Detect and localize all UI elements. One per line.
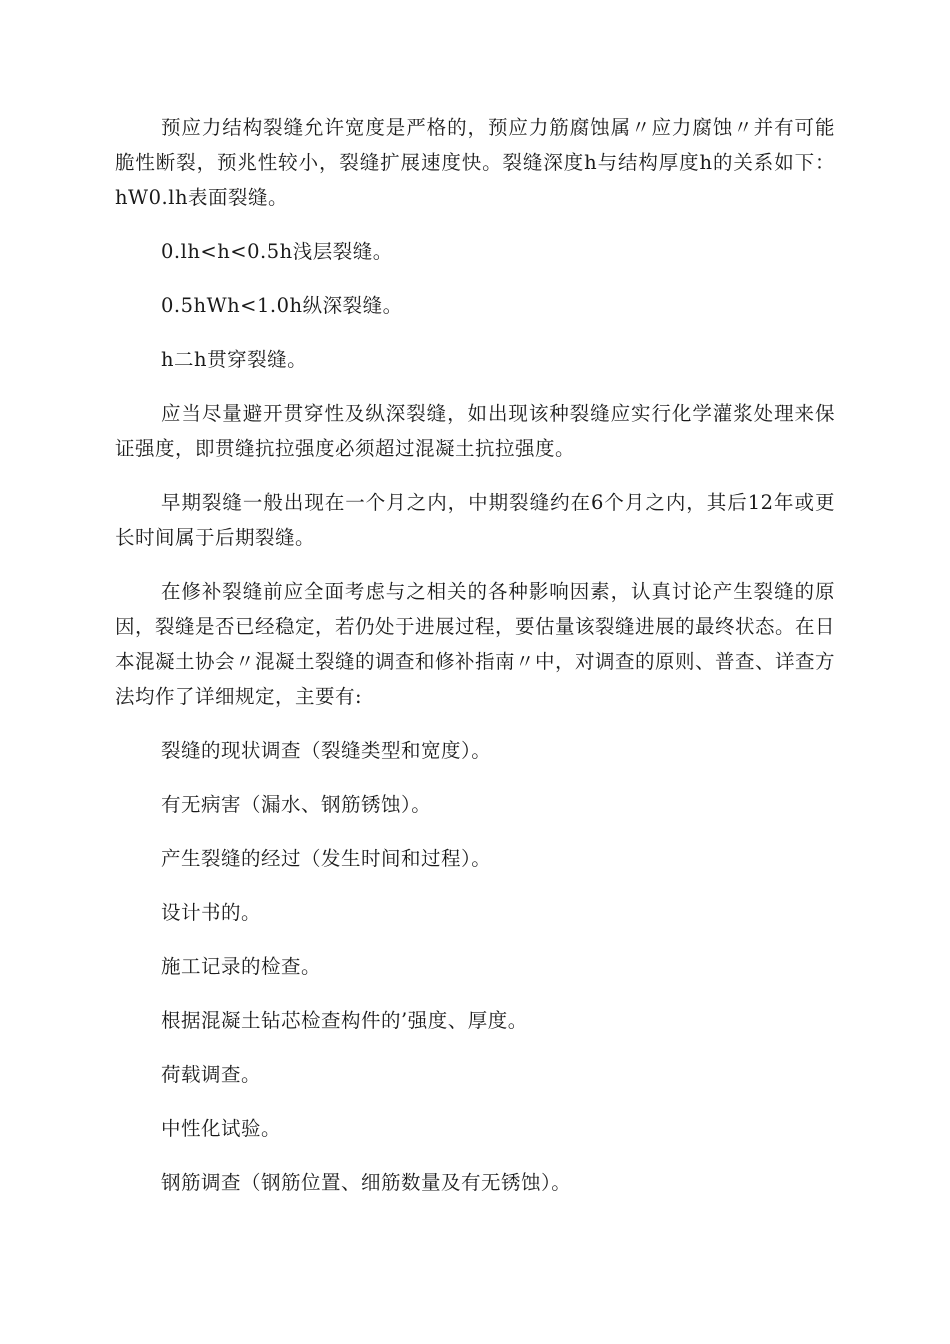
list-item-carbonation-test: 中性化试验。 (161, 1117, 282, 1140)
list-item-design-docs: 设计书的。 (161, 901, 262, 924)
paragraph-deep-crack: 0.5hWh<1.0h纵深裂缝。 (161, 294, 403, 317)
paragraph-through-crack: h二h贯穿裂缝。 (161, 348, 308, 371)
list-item-core-sampling: 根据混凝土钻芯检查构件的’强度、厚度。 (161, 1009, 528, 1032)
document-body (115, 110, 835, 1200)
list-item-crack-history: 产生裂缝的经过（发生时间和过程）。 (161, 847, 492, 870)
list-item-load-survey: 荷载调查。 (161, 1063, 262, 1086)
list-item-defects: 有无病害（漏水、钢筋锈蚀）。 (161, 793, 432, 816)
list-item-crack-status: 裂缝的现状调查（裂缝类型和宽度）。 (161, 739, 492, 762)
list-item-rebar-survey: 钢筋调查（钢筋位置、细筋数量及有无锈蚀）。 (161, 1171, 572, 1194)
list-item-construction-records: 施工记录的检查。 (161, 955, 322, 978)
paragraph-repair-considerations: 在修补裂缝前应全面考虑与之相关的各种影响因素，认真讨论产生裂缝的原因，裂缝是否已经稳定，若仍处于进展过程，要估量该裂缝进展的最终状态。在日本混凝土协会〃混凝土裂缝的调查和修补指南〃中，对调查的原则、普查、详查方法均作了详细规定，主要有: (115, 580, 836, 708)
paragraph-shallow-crack: 0.lh<h<0.5h浅层裂缝。 (161, 240, 393, 263)
paragraph-prestress-crack-width: 预应力结构裂缝允许宽度是严格的，预应力筋腐蚀属〃应力腐蚀〃并有可能脆性断裂，预兆性较小，裂缝扩展速度快。裂缝深度h与结构厚度h的关系如下：hW0.lh表面裂缝。 (115, 116, 835, 209)
paragraph-crack-timing: 早期裂缝一般出现在一个月之内，中期裂缝约在6个月之内，其后12年或更长时间属于后期裂缝。 (115, 491, 835, 549)
paragraph-avoid-through-crack: 应当尽量避开贯穿性及纵深裂缝，如出现该种裂缝应实行化学灌浆处理来保证强度，即贯缝抗拉强度必须超过混凝土抗拉强度。 (115, 402, 835, 460)
